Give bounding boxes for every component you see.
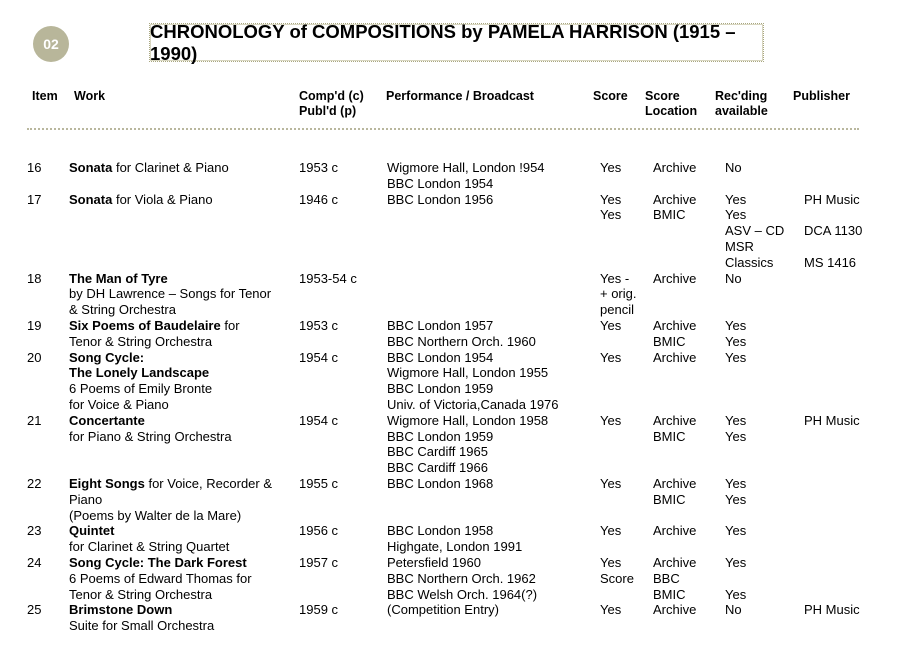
work-description: for Clarinet & Piano xyxy=(112,160,229,175)
performance-entry: (Competition Entry) xyxy=(387,602,499,618)
header-performance: Performance / Broadcast xyxy=(386,89,534,103)
work-description: for Clarinet & String Quartet xyxy=(69,539,230,555)
recording-value: Yes xyxy=(725,428,747,444)
score-location: Archive xyxy=(653,318,697,333)
header-score-location xyxy=(645,89,697,119)
work-line xyxy=(69,271,168,287)
score-value: Yes - xyxy=(600,270,630,286)
header-composed xyxy=(299,89,364,119)
work-line xyxy=(69,286,271,302)
work-title: Six Poems of Baudelaire xyxy=(69,318,221,333)
performance-entry: BBC London 1968 xyxy=(387,476,494,491)
recording-value: No xyxy=(725,602,742,618)
page-title: CHRONOLOGY of COMPOSITIONS by PAMELA HARRISON (1915 – 1990) xyxy=(149,23,764,62)
header-score-location-line1: Score xyxy=(645,89,680,103)
work-title: Eight Songs xyxy=(69,476,145,491)
score-location: Archive xyxy=(653,349,697,365)
score-location: Archive xyxy=(653,191,697,207)
score-location: Archive xyxy=(653,602,697,618)
work-title: Song Cycle: xyxy=(69,349,145,365)
score-location: Archive xyxy=(653,555,697,570)
work-line xyxy=(69,476,272,492)
item-number: 17 xyxy=(27,191,42,207)
performance-entry: BBC London 1956 xyxy=(387,191,494,207)
work-line xyxy=(69,492,102,508)
header-recording-line1: Rec'ding xyxy=(715,89,768,103)
recording-value: Yes xyxy=(725,491,747,507)
header-score: Score xyxy=(593,89,628,103)
performance-entry: Wigmore Hall, London 1958 xyxy=(387,412,549,428)
performance-entry: Petersfield 1960 xyxy=(387,555,481,570)
work-title: Song Cycle: The Dark Forest xyxy=(69,555,247,570)
work-line xyxy=(69,397,169,413)
header-score-location-line2: Location xyxy=(645,104,698,118)
work-description: for xyxy=(220,318,240,333)
work-description: & String Orchestra xyxy=(69,302,176,318)
item-number: 24 xyxy=(27,555,42,570)
score-value: Yes xyxy=(600,555,622,570)
composed-date: 1959 c xyxy=(299,602,339,618)
composed-date: 1953 c xyxy=(299,160,339,175)
performance-entry: BBC London 1957 xyxy=(387,318,494,333)
performance-entry: Univ. of Victoria,Canada 1976 xyxy=(387,397,559,412)
work-line xyxy=(69,571,252,587)
recording-value: Yes xyxy=(725,412,747,428)
recording-value: Yes xyxy=(725,349,747,365)
score-value: + orig. xyxy=(600,286,637,302)
item-number: 18 xyxy=(27,270,42,286)
score-value: Yes xyxy=(600,602,622,618)
score-value: pencil xyxy=(600,302,634,318)
work-line xyxy=(69,602,172,618)
performance-entry: BBC London 1954 xyxy=(387,175,494,191)
recording-value: Yes xyxy=(725,333,747,349)
work-line xyxy=(69,539,229,555)
score-location: BBC xyxy=(653,570,680,586)
publisher-value: PH Music xyxy=(804,191,860,207)
work-description: (Poems by Walter de la Mare) xyxy=(69,507,242,523)
composed-date: 1954 c xyxy=(299,412,339,428)
score-location: Archive xyxy=(653,270,697,286)
score-location: BMIC xyxy=(653,428,686,444)
publisher-value: MS 1416 xyxy=(804,254,857,270)
work-line xyxy=(69,523,115,539)
work-title: Sonata xyxy=(69,191,113,207)
work-line xyxy=(69,618,214,634)
recording-value: MSR xyxy=(725,239,754,254)
work-line xyxy=(69,508,241,524)
recording-value: Classics xyxy=(725,254,774,270)
performance-entry: Wigmore Hall, London !954 xyxy=(387,160,545,175)
composed-date: 1953-54 c xyxy=(299,270,357,286)
work-title: Sonata xyxy=(69,160,113,175)
score-value: Yes xyxy=(600,318,622,333)
performance-entry: BBC Cardiff 1965 xyxy=(387,444,488,460)
work-line xyxy=(69,429,232,445)
work-title: Quintet xyxy=(69,523,115,539)
work-line xyxy=(69,318,240,334)
score-value: Score xyxy=(600,570,634,586)
composed-date: 1956 c xyxy=(299,523,339,539)
recording-value: ASV – CD xyxy=(725,223,785,239)
recording-value: Yes xyxy=(725,318,747,333)
score-location: Archive xyxy=(653,412,697,428)
score-value: Yes xyxy=(600,412,622,428)
performance-entry: BBC Welsh Orch. 1964(?) xyxy=(387,586,538,602)
recording-value: Yes xyxy=(725,207,747,223)
work-line xyxy=(69,381,212,397)
recording-value: No xyxy=(725,160,742,175)
header-item: Item xyxy=(32,89,58,103)
score-value: Yes xyxy=(600,191,622,207)
section-number-badge: 02 xyxy=(33,26,69,62)
score-location: BMIC xyxy=(653,207,686,223)
work-line xyxy=(69,334,212,350)
header-work: Work xyxy=(74,89,106,103)
work-title: The Lonely Landscape xyxy=(69,365,210,381)
item-number: 20 xyxy=(27,349,42,365)
score-location: BMIC xyxy=(653,491,686,507)
work-description: 6 Poems of Emily Bronte xyxy=(69,381,213,397)
work-line xyxy=(69,350,144,366)
work-description: Tenor & String Orchestra xyxy=(69,333,213,349)
performance-entry: BBC London 1959 xyxy=(387,428,494,444)
score-location: BMIC xyxy=(653,333,686,349)
score-value: Yes xyxy=(600,349,622,365)
item-number: 16 xyxy=(27,160,42,175)
work-title: Concertante xyxy=(69,412,145,428)
score-value: Yes xyxy=(600,476,622,491)
composed-date: 1954 c xyxy=(299,349,339,365)
publisher-value: PH Music xyxy=(804,602,860,618)
score-value: Yes xyxy=(600,160,622,175)
header-recording-line2: available xyxy=(715,104,768,118)
item-number: 23 xyxy=(27,523,42,539)
work-line xyxy=(69,160,229,176)
score-location: BMIC xyxy=(653,586,686,602)
item-number: 21 xyxy=(27,412,42,428)
score-location: Archive xyxy=(653,160,697,175)
work-line xyxy=(69,587,212,603)
performance-entry: BBC Northern Orch. 1960 xyxy=(387,333,536,349)
work-description: for Voice & Piano xyxy=(69,397,169,412)
work-description: by DH Lawrence – Songs for Tenor xyxy=(69,286,272,302)
publisher-value: DCA 1130 xyxy=(804,223,863,239)
work-line xyxy=(69,192,213,208)
composed-date: 1955 c xyxy=(299,476,339,491)
score-value: Yes xyxy=(600,207,622,223)
composed-date: 1957 c xyxy=(299,555,339,570)
work-description: for Voice, Recorder & xyxy=(144,476,273,491)
work-title: The Man of Tyre xyxy=(69,270,168,286)
work-description: Piano xyxy=(69,491,103,507)
item-number: 25 xyxy=(27,602,42,618)
performance-entry: Highgate, London 1991 xyxy=(387,539,523,555)
header-composed-line1: Comp'd (c) xyxy=(299,89,364,103)
work-description: for Piano & String Orchestra xyxy=(69,428,232,444)
item-number: 22 xyxy=(27,476,42,491)
recording-value: Yes xyxy=(725,523,747,539)
header-composed-line2: Publ'd (p) xyxy=(299,104,357,118)
composed-date: 1953 c xyxy=(299,318,339,333)
score-location: Archive xyxy=(653,476,697,491)
work-description: Tenor & String Orchestra xyxy=(69,586,213,602)
work-line xyxy=(69,302,176,318)
work-line xyxy=(69,413,145,429)
work-description: 6 Poems of Edward Thomas for xyxy=(69,570,252,586)
performance-entry: Wigmore Hall, London 1955 xyxy=(387,365,549,381)
performance-entry: BBC Northern Orch. 1962 xyxy=(387,570,536,586)
score-value: Yes xyxy=(600,523,622,539)
performance-entry: BBC London 1954 xyxy=(387,349,494,365)
recording-value: Yes xyxy=(725,555,747,570)
work-line xyxy=(69,365,209,381)
work-line xyxy=(69,555,247,571)
recording-value: Yes xyxy=(725,586,747,602)
score-location: Archive xyxy=(653,523,697,539)
item-number: 19 xyxy=(27,318,42,333)
work-description: Suite for Small Orchestra xyxy=(69,618,215,634)
performance-entry: BBC London 1958 xyxy=(387,523,494,539)
recording-value: Yes xyxy=(725,476,747,491)
recording-value: Yes xyxy=(725,191,747,207)
composed-date: 1946 c xyxy=(299,191,339,207)
header-recording xyxy=(715,89,768,119)
publisher-value: PH Music xyxy=(804,412,860,428)
performance-entry: BBC London 1959 xyxy=(387,381,494,397)
performance-entry: BBC Cardiff 1966 xyxy=(387,460,488,476)
work-description: for Viola & Piano xyxy=(112,191,213,207)
recording-value: No xyxy=(725,270,742,286)
work-title: Brimstone Down xyxy=(69,602,173,618)
header-publisher: Publisher xyxy=(793,89,850,103)
header-divider xyxy=(27,128,859,130)
